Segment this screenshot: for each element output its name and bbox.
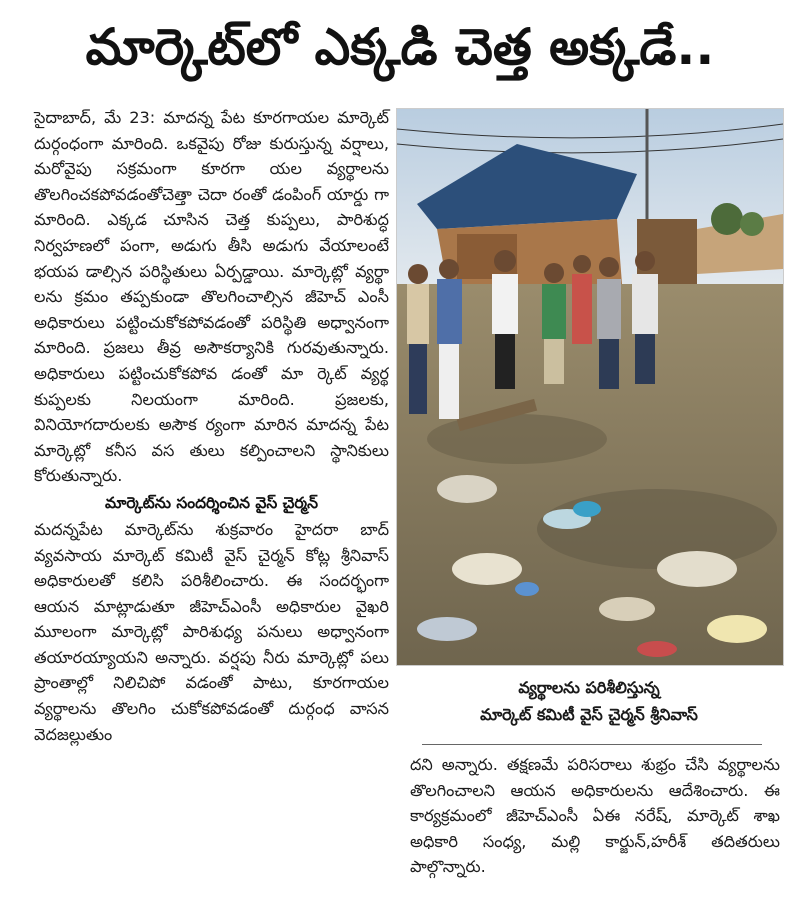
photo-caption-line-2: మార్కెట్ కమిటీ వైస్ చైర్మన్ శ్రీనివాస్ [480,705,698,724]
article-subheading: మార్కెట్‌ను సందర్శించిన వైస్ చైర్మన్ [105,493,318,512]
caption-divider [422,744,762,745]
article-column-right [410,752,780,880]
photo-caption [396,674,782,728]
photo-caption-line-1: వ్యర్థాలను పరిశీలిస్తున్న [518,678,660,697]
market-garbage-photo [397,109,783,665]
article-paragraph-1: సైదాబాద్, మే 23: మాదన్న పేట కూరగాయల మార్కెట్ దుర్గంధంగా మారింది. ఒకవైపు రోజు కురుస్తున్న వర్షాలు, మరోవైపు సక్రమంగా కూరగా యల వ్యర్థాలను తొలగించకపోవడంతోచెత్తా చెదా రంతో డంపింగ్ యార్డు గా మారింది. ఎక్కడ చూసిన చెత్త కుప్పలు, పారిశుద్ధ నిర్వహణలో పంగా, అడుగు తీసి అడుగు వేయాలంటే భయప డాల్సిన పరిస్థితులు ఏర్పడ్డాయి. మార్కెట్లో వ్యర్థా లను క్రమం తప్పకుండా తొలగించాల్సిన జీహెచ్ ఎంసీ అధికారులు పట్టించుకోకపోవడంతో పరిస్థితి అధ్వానంగా మారింది. ప్రజలు తీవ్ర అసౌకర్యానికి గురవుతున్నారు. అధికారులు పట్టించుకోకపోవ డంతో మా ర్కెట్ వ్యర్థ కుప్పలకు నిలయంగా మారింది. ప్రజలకు, వినియోగదారులకు అసౌక ర్యంగా మారిన మాదన్న పేట మార్కెట్లో కనీస వస తులు కల్పించాలని స్థానికులు కోరుతున్నారు. [34,108,389,486]
article-column-left [34,105,389,747]
headline: మార్కెట్‌లో ఎక్కడి చెత్త అక్కడే.. [85,18,715,76]
news-photo [396,108,784,666]
article-paragraph-2: మదన్నపేట మార్కెట్‌ను శుక్రవారం హైదరా బాద్ వ్యవసాయ మార్కెట్ కమిటీ వైస్ చైర్మన్ కోట్ల శ్రీనివాస్ అధికారులతో కలిసి పరిశీలించారు. ఈ సందర్భంగా ఆయన మాట్లాడుతూ జీహెచ్ఎంసీ అధికారుల వైఖరి మూలంగా మార్కెట్లో పారిశుధ్య పనులు అధ్వానంగా తయారయ్యాయని అన్నారు. వర్షపు నీరు మార్కెట్లో పలు ప్రాంతాల్లో నిలిచిపో వడంతో పాటు, కూరగాయల వ్యర్థాలను తొలగిం చుకోకపోవడంతో దుర్గంధ వాసన వెదజల్లుతుం [34,519,389,744]
article-paragraph-3: దని అన్నారు. తక్షణమే పరిసరాలు శుభ్రం చేసి వ్యర్థాలను తొలగించాలని ఆయన అధికారులను ఆదేశించారు. ఈ కార్యక్రమంలో జీహెచ్ఎంసీ ఏఈ నరేష్, మార్కెట్ శాఖ అధికారి సంధ్య, మల్లి కార్జున్,హరీశ్ తదితరులు పాల్గొన్నారు. [410,755,780,877]
